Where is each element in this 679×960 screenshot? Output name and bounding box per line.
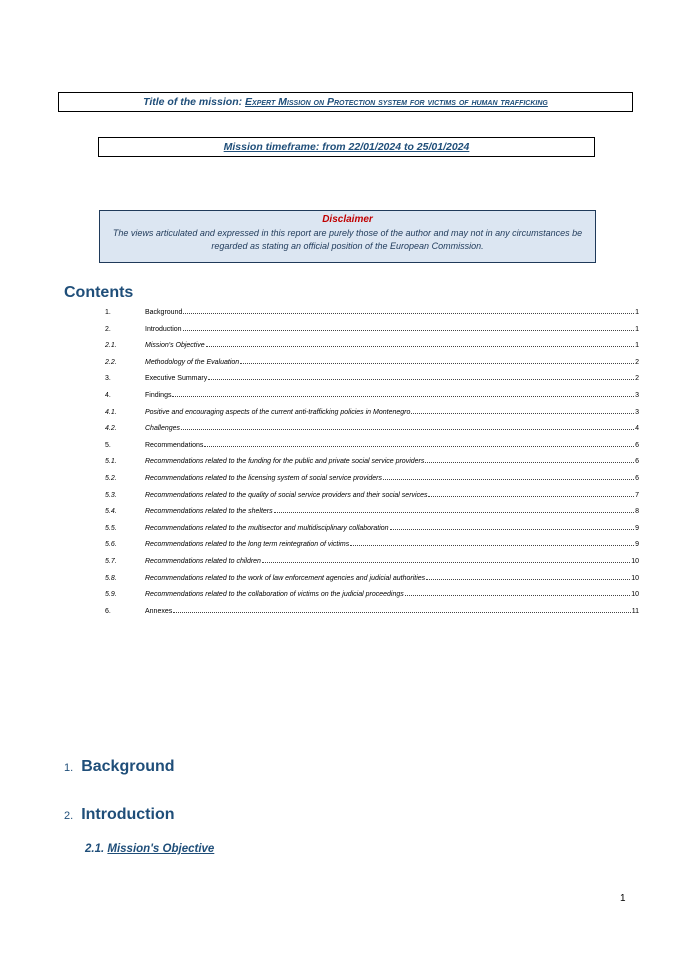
toc-leader-dots [350, 545, 634, 546]
toc-entry-number: 6. [105, 607, 111, 615]
toc-entry-number: 4. [105, 391, 111, 399]
toc-entry-page: 2 [635, 358, 639, 366]
toc-entry-label: Introduction [145, 325, 182, 333]
toc-entry-label: Recommendations related to the quality of social service providers and their social services [145, 491, 428, 499]
toc-entry-number: 4.1. [105, 408, 117, 416]
disclaimer-box [99, 210, 596, 263]
toc-entry[interactable] [105, 375, 639, 392]
toc-entry[interactable] [105, 541, 639, 558]
toc-entry[interactable] [105, 558, 639, 575]
section-heading-background [64, 758, 175, 776]
toc-leader-dots [204, 446, 634, 447]
toc-entry-page: 9 [635, 524, 639, 532]
toc-entry-page: 11 [631, 607, 639, 615]
toc-entry[interactable] [105, 525, 639, 542]
toc-leader-dots [173, 612, 630, 613]
toc-entry-number: 5.2. [105, 474, 117, 482]
table-of-contents [105, 309, 639, 624]
toc-entry-page: 6 [635, 441, 639, 449]
disclaimer-text: The views articulated and expressed in this report are purely those of the author and may not in any circumstances be regarded as stating an official position of the European Commission. [112, 228, 583, 251]
toc-entry[interactable] [105, 326, 639, 343]
contents-heading: Contents [64, 284, 134, 301]
toc-leader-dots [383, 479, 634, 480]
toc-entry[interactable] [105, 458, 639, 475]
toc-entry-page: 1 [635, 309, 639, 316]
section-title: Introduction [81, 806, 175, 823]
toc-entry-number: 5.7. [105, 557, 117, 565]
toc-entry-number: 5.1. [105, 458, 117, 466]
toc-entry[interactable] [105, 359, 639, 376]
toc-entry-number: 4.2. [105, 425, 117, 433]
toc-entry-page: 10 [631, 574, 639, 582]
toc-entry-label: Methodology of the Evaluation [145, 358, 240, 366]
toc-leader-dots [411, 413, 634, 414]
toc-entry[interactable] [105, 392, 639, 409]
toc-entry-label: Positive and encouraging aspects of the current anti-trafficking policies in Montenegro [145, 408, 411, 416]
toc-entry-page: 6 [635, 474, 639, 482]
toc-entry[interactable] [105, 442, 639, 459]
toc-entry[interactable] [105, 475, 639, 492]
toc-entry-page: 3 [635, 391, 639, 399]
toc-entry-page: 3 [635, 408, 639, 416]
subsection-number: 2.1. [85, 843, 105, 855]
toc-entry-label: Mission's Objective [145, 342, 205, 350]
mission-timeframe: Mission timeframe: from 22/01/2024 to 25/01/2024 [223, 141, 470, 153]
toc-leader-dots [183, 313, 634, 314]
mission-timeframe-box [98, 137, 595, 157]
toc-leader-dots [405, 595, 630, 596]
toc-entry[interactable] [105, 608, 639, 625]
toc-entry-label: Recommendations [145, 441, 204, 449]
toc-entry-number: 5. [105, 441, 111, 449]
toc-entry-label: Recommendations related to the multisector and multidisciplinary collaboration [145, 524, 389, 532]
toc-leader-dots [274, 512, 634, 513]
toc-leader-dots [240, 363, 634, 364]
mission-title-value: Expert Mission on Protection system for victims of human trafficking [245, 96, 548, 108]
toc-entry-number: 5.3. [105, 491, 117, 499]
mission-title-label: Title of the mission: [143, 96, 246, 108]
toc-leader-dots [425, 462, 634, 463]
section-heading-introduction [64, 806, 175, 824]
toc-entry-label: Annexes [145, 607, 173, 615]
toc-entry-label: Recommendations related to children [145, 557, 261, 565]
toc-entry-number: 2.1. [105, 342, 117, 350]
toc-entry-label: Recommendations related to the collaboration of victims on the judicial proceedings [145, 591, 404, 599]
toc-entry-number: 5.8. [105, 574, 117, 582]
toc-leader-dots [390, 529, 635, 530]
subsection-heading-objective [85, 843, 214, 855]
toc-leader-dots [426, 579, 630, 580]
section-title: Background [81, 758, 175, 775]
toc-entry-number: 3. [105, 375, 111, 383]
toc-leader-dots [208, 379, 634, 380]
mission-title-box [58, 92, 633, 112]
toc-leader-dots [181, 429, 634, 430]
toc-entry-number: 2. [105, 325, 111, 333]
toc-leader-dots [183, 330, 635, 331]
toc-entry[interactable] [105, 591, 639, 608]
toc-entry-number: 5.5. [105, 524, 117, 532]
section-number: 2. [64, 810, 74, 822]
toc-leader-dots [172, 396, 634, 397]
toc-entry-page: 9 [635, 541, 639, 549]
toc-entry-page: 1 [635, 325, 639, 333]
subsection-title: Mission's Objective [107, 843, 215, 855]
toc-leader-dots [206, 346, 634, 347]
toc-entry-number: 5.4. [105, 508, 117, 516]
toc-entry-label: Recommendations related to the long term reintegration of victims [145, 541, 350, 549]
toc-entry-page: 4 [635, 425, 639, 433]
toc-entry[interactable] [105, 309, 639, 326]
toc-entry-label: Recommendations related to the shelters [145, 508, 273, 516]
toc-entry[interactable] [105, 492, 639, 509]
toc-entry-page: 10 [631, 591, 639, 599]
toc-entry[interactable] [105, 508, 639, 525]
toc-entry-page: 1 [635, 342, 639, 350]
toc-entry[interactable] [105, 342, 639, 359]
toc-entry-label: Executive Summary [145, 375, 208, 383]
disclaimer-title: Disclaimer [322, 214, 373, 225]
toc-entry-label: Findings [145, 391, 172, 399]
toc-entry[interactable] [105, 575, 639, 592]
toc-entry-label: Challenges [145, 425, 181, 433]
toc-entry-number: 5.6. [105, 541, 117, 549]
toc-entry-page: 10 [631, 557, 639, 565]
toc-entry-page: 7 [635, 491, 639, 499]
toc-entry-label: Background [145, 309, 183, 316]
toc-entry-page: 2 [635, 375, 639, 383]
toc-entry[interactable] [105, 409, 639, 426]
page-number: 1 [620, 893, 626, 904]
toc-entry-page: 8 [635, 508, 639, 516]
toc-entry-number: 1. [105, 309, 111, 316]
toc-entry-label: Recommendations related to the funding for the public and private social service providers [145, 458, 425, 466]
toc-entry-label: Recommendations related to the licensing system of social service providers [145, 474, 382, 482]
toc-entry-page: 6 [635, 458, 639, 466]
toc-leader-dots [428, 496, 634, 497]
toc-entry-number: 2.2. [105, 358, 117, 366]
section-number: 1. [64, 762, 74, 774]
toc-entry[interactable] [105, 425, 639, 442]
toc-entry-number: 5.9. [105, 591, 117, 599]
toc-entry-label: Recommendations related to the work of law enforcement agencies and judicial authorities [145, 574, 426, 582]
toc-leader-dots [262, 562, 630, 563]
